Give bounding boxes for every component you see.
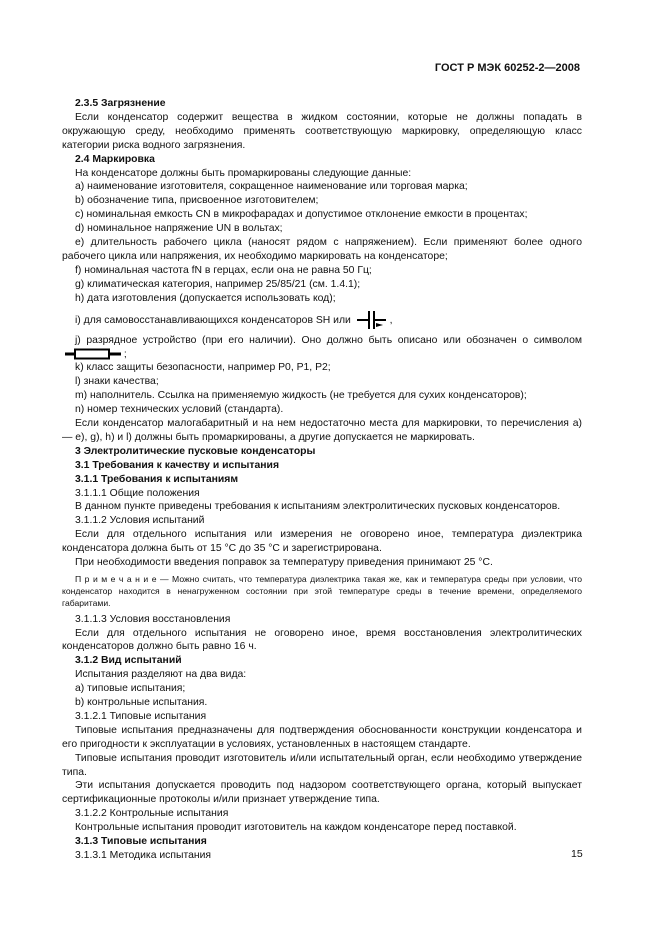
paragraph: е) длительность рабочего цикла (наносят рядом с напряжением). Если применяют более одного рабочего цикла или напряжения, их необходимо маркировать на конденсаторе; xyxy=(62,237,582,262)
paragraph: k) класс защиты безопасности, например Р0, Р1, Р2; xyxy=(75,362,331,374)
paragraph: 3.1.2.1 Типовые испытания xyxy=(75,710,207,722)
page-number: 15 xyxy=(571,848,583,860)
paragraph: h) дата изготовления (допускается использовать код); xyxy=(75,292,336,304)
paragraph: 3.1.1.1 Общие положения xyxy=(75,487,200,499)
paragraph: n) номер технических условий (стандарта). xyxy=(75,404,284,416)
item-i-comma: , xyxy=(389,314,393,326)
paragraph: Если конденсатор малогабаритный и на нем недостаточно места для маркировки, то перечисления а) — е), g), h) и l) должны быть промаркированы, а другие допускается не маркировать. xyxy=(62,418,582,443)
paragraph: d) номинальное напряжение UN в вольтах; xyxy=(75,223,283,235)
item-j-text: j) разрядное устройство (при его наличии). Оно должно быть описано или обозначен о символом xyxy=(75,334,582,346)
section-part-2 xyxy=(62,361,582,863)
marking-item-i xyxy=(62,310,582,330)
paragraph: l) знаки качества; xyxy=(75,376,159,388)
paragraph: 3.1.1.3 Условия восстановления xyxy=(75,613,231,625)
paragraph: b) обозначение типа, присвоенное изготовителем; xyxy=(75,195,319,207)
paragraph: b) контрольные испытания. xyxy=(75,697,208,709)
item-i-text: i) для самовосстанавливающихся конденсаторов SH или xyxy=(75,314,351,326)
paragraph: На конденсаторе должны быть промаркированы следующие данные: xyxy=(75,167,412,179)
discharge-resistor-symbol-icon xyxy=(65,348,121,360)
paragraph: Испытания разделяют на два вида: xyxy=(75,669,247,681)
paragraph: Если для отдельного испытания или измерения не оговорено иное, температура диэлектрика конденсатора должна быть от 15 °С до 35 °С и зарегистрирована. xyxy=(62,529,582,555)
section-heading: 3 Электролитические пусковые конденсаторы xyxy=(75,445,316,457)
self-healing-capacitor-symbol-icon xyxy=(357,310,387,330)
page-content xyxy=(62,97,582,863)
section-part-1 xyxy=(62,97,582,306)
section-heading: 3.1.1 Требования к испытаниям xyxy=(75,473,239,485)
section-heading: 3.1.2 Вид испытаний xyxy=(75,655,182,667)
paragraph: Контрольные испытания проводит изготовитель на каждом конденсаторе перед поставкой. xyxy=(75,822,517,834)
item-j-semicolon: ; xyxy=(123,348,127,360)
paragraph: а) типовые испытания; xyxy=(75,683,186,695)
paragraph: Эти испытания допускается проводить под надзором соответствующего органа, который выпускает сертификационные протоколы и/или признает утверждение типа. xyxy=(62,780,582,806)
paragraph: 3.1.1.2 Условия испытаний xyxy=(75,515,205,527)
section-heading: 3.1.3 Типовые испытания xyxy=(75,836,207,848)
paragraph: с) номинальная емкость CN в микрофарадах и допустимое отклонение емкости в процентах; xyxy=(75,209,528,221)
paragraph: 3.1.2.2 Контрольные испытания xyxy=(75,808,229,820)
paragraph: Типовые испытания предназначены для подтверждения обоснованности конструкции конденсатора и его пригодности к эксплуатации в условиях, установленных в настоящем стандарте. xyxy=(62,724,582,750)
paragraph: 3.1.3.1 Методика испытания xyxy=(75,850,212,862)
paragraph: Если для отдельного испытания не оговорено иное, время восстановления электролитических конденсаторов должно быть равно 16 ч. xyxy=(62,627,582,653)
paragraph: g) климатическая категория, например 25/85/21 (см. 1.4.1); xyxy=(75,278,361,290)
section-heading: 2.3.5 Загрязнение xyxy=(75,98,166,109)
paragraph: а) наименование изготовителя, сокращенное наименование или торговая марка; xyxy=(75,181,468,193)
paragraph: В данном пункте приведены требования к испытаниям электролитических пусковых конденсаторов. xyxy=(75,501,561,513)
marking-item-j xyxy=(62,334,582,362)
document-header: ГОСТ Р МЭК 60252-2—2008 xyxy=(434,62,580,74)
paragraph: f) номинальная частота fN в герцах, если она не равна 50 Гц; xyxy=(75,264,372,276)
paragraph: Если конденсатор содержит вещества в жидком состоянии, которые не должны попадать в окружающую среду, необходимо применять соответствующую маркировку, определяющую класс категории риска водного загрязнения. xyxy=(62,111,582,151)
section-heading: 2.4 Маркировка xyxy=(75,153,155,165)
note-paragraph: П р и м е ч а н и е — Можно считать, что температура диэлектрика такая же, как и температура среды при условии, что конденсатор находится в ненагруженном состоянии при этой температуре среды в течение времени, определяемого габаритами. xyxy=(62,574,582,609)
paragraph: Типовые испытания проводит изготовитель и/или испытательный орган, если необходимо утверждение типа. xyxy=(62,752,582,778)
section-heading: 3.1 Требования к качеству и испытания xyxy=(75,459,280,471)
paragraph: При необходимости введения поправок за температуру приведения принимают 25 °С. xyxy=(75,557,493,569)
paragraph: m) наполнитель. Ссылка на применяемую жидкость (не требуется для сухих конденсаторов); xyxy=(75,390,527,402)
